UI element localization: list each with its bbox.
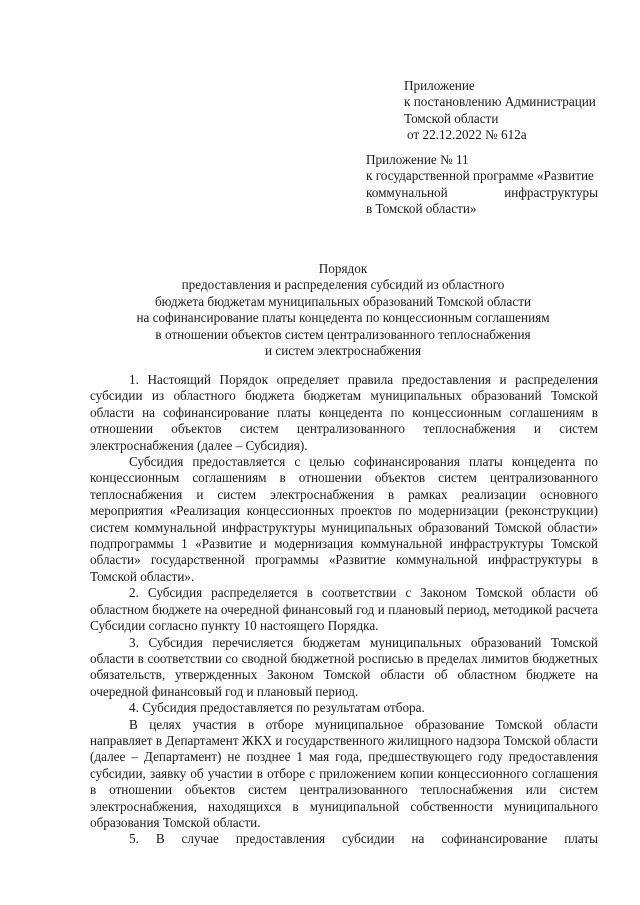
paragraph-1: 1. Настоящий Порядок определяет правила предоставления и распределения субсидии из областного бюджета бюджетам муниципальных образований Томской области на софинансирование платы концедента по концессионным соглашениям в отношении объектов систем централизованного теплоснабжения и систем электроснабжения (далее – Субсидия). xyxy=(90,372,598,453)
appendix-region: Томской области xyxy=(404,110,499,126)
program-appendix-label: Приложение № 11 xyxy=(366,152,469,167)
program-ref-line: к государственной программе «Развитие xyxy=(366,168,594,184)
program-ref-word-left: коммунальной xyxy=(366,184,448,200)
paragraph-5: 5. В случае предоставления субсидии на софинансирование платы xyxy=(129,831,598,847)
appendix-header xyxy=(404,78,604,144)
program-appendix-header xyxy=(366,152,598,218)
document-title xyxy=(100,261,586,359)
title-line: и систем электроснабжения xyxy=(264,343,422,359)
title-line: в отношении объектов систем централизованного теплоснабжения xyxy=(155,326,531,342)
program-ref-line-justified xyxy=(366,185,598,201)
appendix-label: Приложение xyxy=(404,78,475,93)
paragraph-1-subsidy-purpose: Субсидия предоставляется с целью софинансирования платы концедента по концессионным соглашениям в отношении объектов систем централизованного теплоснабжения и систем электроснабжения в рамках реализации основного мероприятия «Реализация концессионных проектов по модернизации (реконструкции) систем коммунальной инфраструктуры муниципальных образований Томской области» подпрограммы 1 «Развитие и модернизация коммунальной инфраструктуры Томской области» государственной программы «Развитие коммунальной инфраструктуры в Томской области». xyxy=(90,454,598,584)
program-ref-region: в Томской области» xyxy=(366,201,477,217)
paragraph-3: 3. Субсидия перечисляется бюджетам муниципальных образований Томской области в соответствии со сводной бюджетной росписью в пределах лимитов бюджетных обязательств, утвержденных Законом Томской области об областном бюджете на очередной финансовый год и плановый период. xyxy=(90,634,598,699)
paragraph-4-application: В целях участия в отборе муниципальное образование Томской области направляет в Департамент ЖКХ и государственного жилищного надзора Томской области (далее – Департамент) не позднее 1 мая года, предшествующего году предоставления субсидии, заявку об участии в отборе с приложением копии концессионного соглашения в отношении объектов систем централизованного теплоснабжения или систем электроснабжения, находящихся в муниципальной собственности муниципального образования Томской области. xyxy=(90,716,598,830)
title-line: на софинансирование платы концедента по концессионным соглашениям xyxy=(136,310,550,326)
appendix-date-number: от 22.12.2022 № 612а xyxy=(407,127,527,143)
title-line: предоставления и распределения субсидий из областного xyxy=(181,277,505,293)
paragraph-4: 4. Субсидия предоставляется по результатам отбора. xyxy=(129,700,425,716)
title-line: бюджета бюджетам муниципальных образований Томской области xyxy=(154,293,532,309)
document-body xyxy=(90,372,598,848)
program-ref-word-right: инфраструктуры xyxy=(504,184,598,200)
paragraph-2: 2. Субсидия распределяется в соответствии с Законом Томской области об областном бюджете на очередной финансовый год и плановый период, методикой расчета Субсидии согласно пункту 10 настоящего Порядка. xyxy=(90,585,598,634)
title-heading: Порядок xyxy=(318,261,368,276)
appendix-resolution-ref: к постановлению Администрации xyxy=(404,94,596,110)
